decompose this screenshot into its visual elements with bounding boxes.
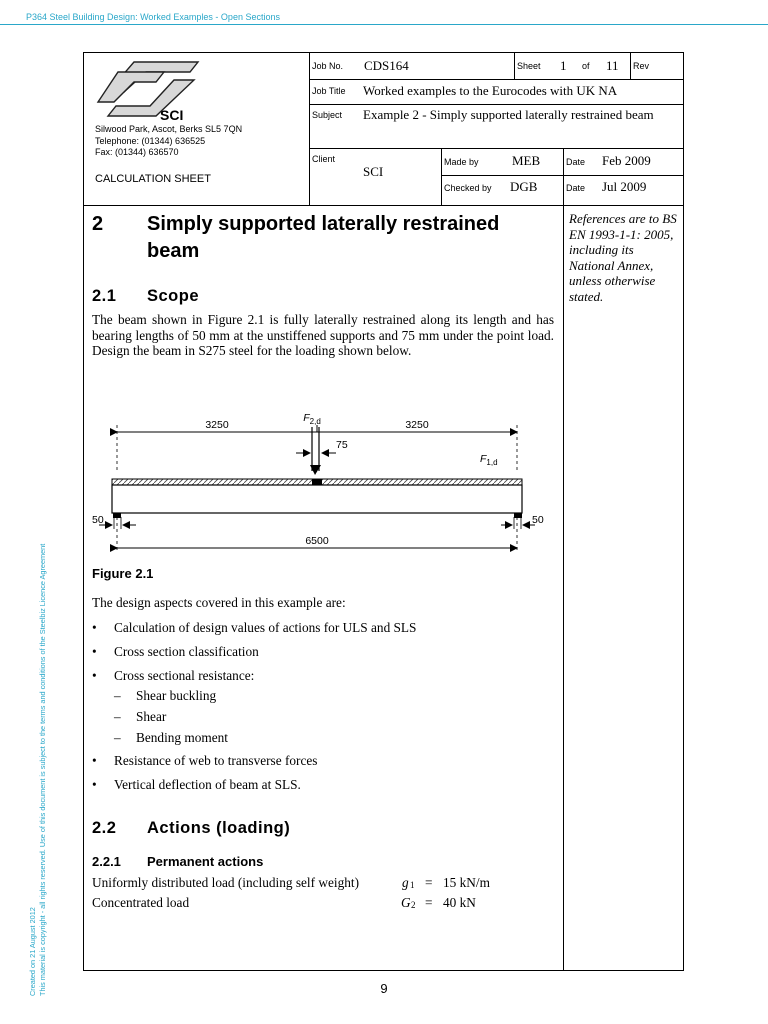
action-row: Uniformly distributed load (including self weight) g 1 = 15 kN/m — [92, 875, 490, 890]
bearing-left-label: 50 — [92, 514, 104, 526]
of-label: of — [582, 61, 590, 71]
job-no: CDS164 — [364, 58, 409, 73]
figure-caption: Figure 2.1 — [92, 566, 154, 581]
subject-label: Subject — [312, 110, 343, 120]
sheet-label: Sheet — [517, 61, 541, 71]
date-label: Date — [566, 157, 586, 167]
subsection-number: 2.2.1 — [92, 854, 121, 869]
dim-total-label: 6500 — [305, 535, 329, 547]
scope-paragraph: The beam shown in Figure 2.1 is fully laterally restrained along its length and has bearing lengths of 50 mm at the unstiffened supports and 75 mm under the point load. Design the beam in S275 steel for the loading shown below. — [92, 312, 554, 358]
address-line: Silwood Park, Ascot, Berks SL5 7QN — [95, 124, 243, 134]
beam-figure — [84, 413, 554, 558]
sheet-number: 1 — [560, 58, 567, 73]
scope-title: Scope — [147, 287, 200, 305]
beam — [112, 485, 522, 513]
dim-right-label: 3250 — [405, 419, 429, 431]
actions-number: 2.2 — [92, 819, 117, 837]
company-address — [95, 124, 242, 159]
udl-load-label: $F_{1,d}$ — [480, 453, 498, 467]
made-by-label: Made by — [444, 157, 479, 167]
copyright-side-note — [28, 456, 48, 996]
permanent-actions-heading — [92, 854, 264, 869]
fax: Fax: (01344) 636570 — [95, 147, 179, 157]
sci-logo — [94, 58, 204, 124]
actions-title: Actions (loading) — [147, 819, 291, 837]
date-label: Date — [566, 183, 586, 193]
bearing-right-label: 50 — [532, 514, 544, 526]
running-header: P364 Steel Building Design: Worked Examples - Open Sections — [26, 12, 280, 22]
sheet-total: 11 — [606, 58, 619, 73]
dim-left-label: 3250 — [205, 419, 229, 431]
subject: Example 2 - Simply supported laterally restrained beam — [363, 107, 654, 122]
section-number: 2 — [92, 213, 104, 235]
page-number: 9 — [380, 981, 388, 996]
references-note: References are to BS EN 1993-1-1: 2005, including its National Annex, unless otherwise stated. — [569, 211, 677, 304]
made-date: Feb 2009 — [602, 153, 651, 168]
checked-by: DGB — [510, 179, 538, 194]
telephone: Telephone: (01344) 636525 — [95, 135, 206, 146]
aspects-intro: The design aspects covered in this example are: — [92, 595, 346, 610]
client-label: Client — [312, 154, 336, 164]
checked-date: Jul 2009 — [602, 179, 647, 194]
side-note-licence: This material is copyright - all rights reserved. Use of this document is subject to the terms and conditions of the Steelbiz Licence Agreement — [38, 543, 47, 996]
job-no-label: Job No. — [312, 61, 344, 71]
point-load-label: $F_{2,d}$ — [303, 413, 321, 426]
company-block — [84, 53, 309, 205]
checked-by-label: Checked by — [444, 183, 492, 193]
made-by: MEB — [512, 153, 541, 168]
job-title-label: Job Title — [312, 86, 346, 96]
scope-number: 2.1 — [92, 287, 117, 305]
bearing-point-label: 75 — [336, 439, 348, 451]
logo-text: SCI — [160, 107, 184, 123]
side-note-date: Created on 21 August 2012 — [28, 907, 37, 996]
client: SCI — [363, 164, 384, 179]
header-rule — [0, 24, 768, 25]
action-row: Concentrated load G 2 = 40 kN — [92, 895, 476, 910]
calculation-sheet-frame: SCI Silwood Park, Ascot, Berks SL5 7QN Telephone: (01344) 636525 Fax: (01344) 636570 CALCULATION SHEET Job No. CDS164 Sheet 1 of 11 Rev Job Title Worked examples to the Eurocodes with UK NA Subject Example 2 - Simply supported laterally restrained beam Client SCI Made by MEB Date Feb 2009 Checked by DGB Date Jul 2009 References are to BS EN 1993-1-1: 2005, including its National Annex, unless otherwise stated. 2 Simply supported laterally restrained beam 2.1 Scope The beam shown in Figure 2.1 is fully laterally restrained along its length and has bearing lengths of 50 mm at the unstiffened supports and 75 mm under the point load. Design the beam in S275 steel for the loading shown below. 3250 3250 $F_{2,d}$ 75 $F_{1,d}$ 50 50 6500 Figure 2.1 The design aspects covered in this example are: • Calculation of design values of actions for ULS and SLS • Cross section classification • Cross sectional resistance: – Shear buckling – Shear – Bending moment • Resistance of web to transverse forces • Vertical deflection of beam at SLS. 2.2 Actions (loading) 2.2.1 Permanent actions Uniformly distributed load (including self weight) g 1 = 15 kN/m Concentrated load G 2 = 40 kN — [83, 52, 684, 971]
section-title: Simply supported laterally restrained beam — [147, 213, 500, 262]
sheet-type: CALCULATION SHEET — [95, 173, 211, 185]
subsection-title: Permanent actions — [147, 854, 264, 869]
rev-label: Rev — [633, 61, 650, 71]
job-title: Worked examples to the Eurocodes with UK NA — [363, 83, 618, 98]
